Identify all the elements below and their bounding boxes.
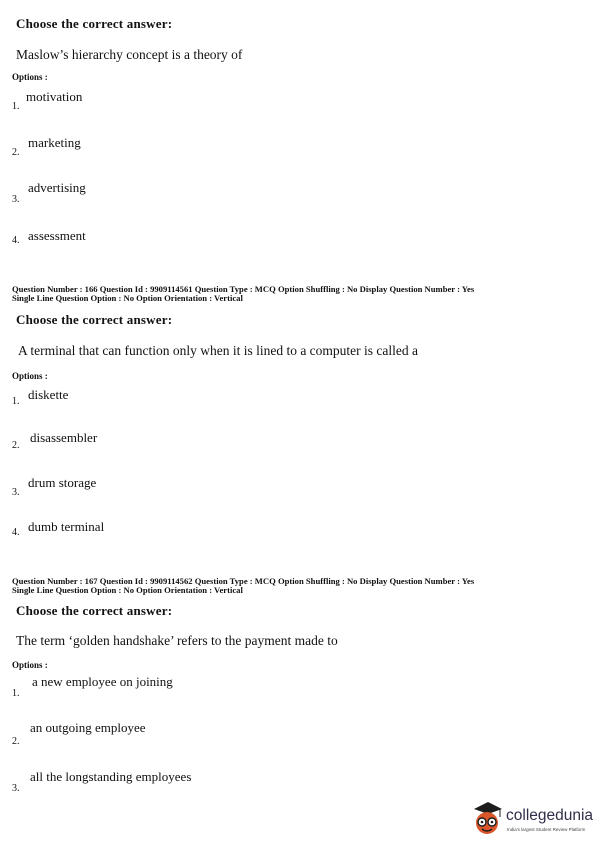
- question-meta: Question Number : 166 Question Id : 9909114561 Question Type : MCQ Option Shuffling : No Display Question Number : Yes: [12, 284, 475, 294]
- option-number: 1.: [12, 396, 20, 407]
- question-meta: Single Line Question Option : No Option Orientation : Vertical: [12, 585, 243, 595]
- logo-wordmark: collegedunia: [506, 807, 594, 824]
- logo-tagline: India's largest Student Review Platform: [507, 827, 586, 832]
- option-text: drum storage: [28, 475, 97, 490]
- options-label: Options :: [12, 660, 48, 670]
- option-text: an outgoing employee: [30, 720, 146, 735]
- question-text: A terminal that can function only when it is lined to a computer is called a: [18, 343, 419, 358]
- option-text: disassembler: [30, 430, 98, 445]
- question-text: The term ‘golden handshake’ refers to the payment made to: [16, 633, 338, 648]
- option-number: 4.: [12, 527, 20, 538]
- option-text: all the longstanding employees: [30, 769, 192, 784]
- option-text: marketing: [28, 135, 81, 150]
- options-label: Options :: [12, 72, 48, 82]
- option-number: 1.: [12, 101, 20, 112]
- options-label: Options :: [12, 371, 48, 381]
- section-heading: Choose the correct answer:: [16, 603, 173, 618]
- option-text: diskette: [28, 387, 69, 402]
- option-number: 1.: [12, 688, 20, 699]
- option-text: assessment: [28, 228, 86, 243]
- collegedunia-logo: [470, 797, 595, 842]
- option-number: 3.: [12, 783, 20, 794]
- option-text: advertising: [28, 180, 86, 195]
- section-heading: Choose the correct answer:: [16, 16, 173, 31]
- question-meta: Question Number : 167 Question Id : 9909114562 Question Type : MCQ Option Shuffling : No Display Question Number : Yes: [12, 576, 475, 586]
- option-number: 2.: [12, 440, 20, 451]
- student-mascot-icon: [470, 799, 504, 839]
- section-heading: Choose the correct answer:: [16, 312, 173, 327]
- option-text: motivation: [26, 89, 83, 104]
- option-number: 3.: [12, 487, 20, 498]
- option-number: 2.: [12, 147, 20, 158]
- option-text: a new employee on joining: [32, 674, 173, 689]
- question-text: Maslow’s hierarchy concept is a theory of: [16, 47, 243, 62]
- option-text: dumb terminal: [28, 519, 105, 534]
- option-number: 3.: [12, 194, 20, 205]
- option-number: 4.: [12, 235, 20, 246]
- option-number: 2.: [12, 736, 20, 747]
- question-meta: Single Line Question Option : No Option Orientation : Vertical: [12, 293, 243, 303]
